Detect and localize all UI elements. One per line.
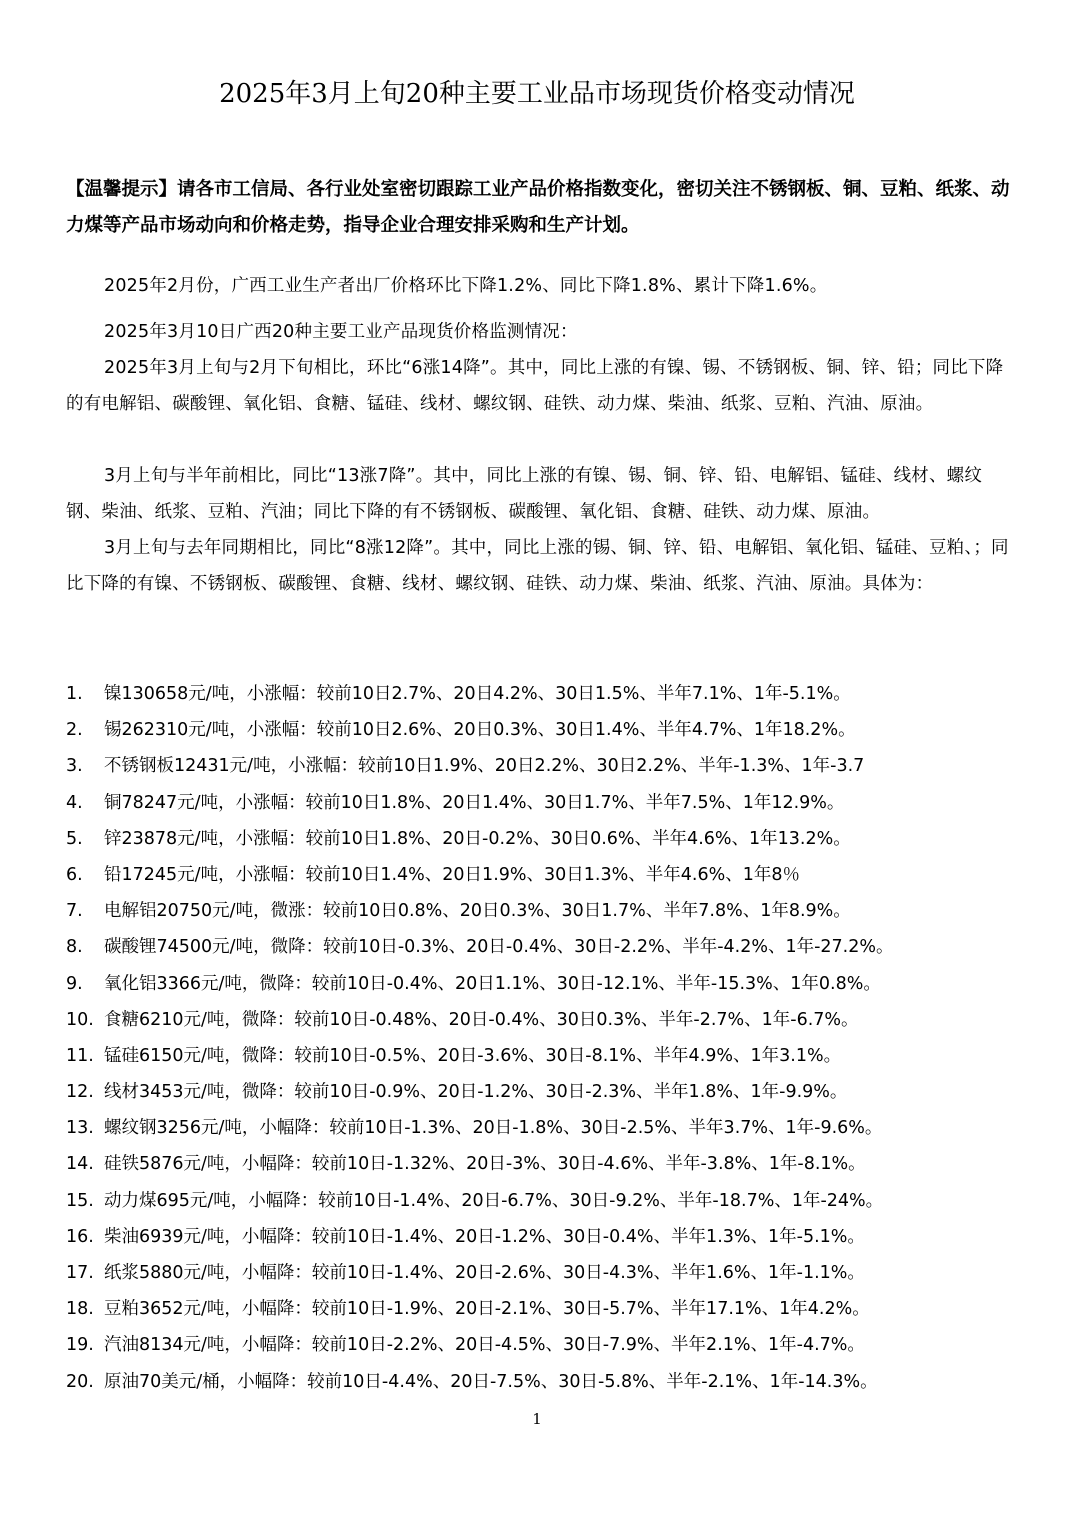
list-item (66, 821, 1026, 857)
list-item-number: 20. (66, 1371, 94, 1392)
list-item-text: 锰硅6150元/吨，微降：较前10日-0.5%、20日-3.6%、30日-8.1%、半年4.9%、1年3.1%。 (104, 1045, 842, 1066)
list-item-text: 碳酸锂74500元/吨，微降：较前10日-0.3%、20日-0.4%、30日-2.2%、半年-4.2%、1年-27.2%。 (104, 937, 894, 958)
list-item (66, 1327, 1026, 1363)
list-item (66, 1219, 1026, 1255)
list-item-text: 动力煤695元/吨，小幅降：较前10日-1.4%、20日-6.7%、30日-9.2%、半年-18.7%、1年-24%。 (104, 1190, 884, 1211)
page-number: 1 (532, 1410, 542, 1428)
body-paragraph: 3月上旬与半年前相比，同比“13涨7降”。其中，同比上涨的有镍、锡、铜、锌、铅、电解铝、锰硅、线材、螺纹钢、柴油、纸浆、豆粕、汽油；同比下降的有不锈钢板、碳酸锂、氧化铝、食糖、硅铁、动力煤、原油。 (66, 466, 983, 522)
list-item-number: 2. (66, 720, 83, 741)
list-item-number: 9. (66, 973, 83, 994)
body-paragraph: 2025年3月10日广西20种主要工业产品现货价格监测情况： (104, 322, 578, 342)
list-item-number: 14. (66, 1154, 94, 1175)
list-item (66, 1038, 1026, 1074)
list-item-text: 锌23878元/吨，小涨幅：较前10日1.8%、20日-0.2%、30日0.6%、半年4.6%、1年13.2%。 (104, 828, 851, 849)
list-item-number: 15. (66, 1190, 94, 1211)
body-paragraph: 3月上旬与去年同期相比，同比“8涨12降”。其中，同比上涨的锡、铜、锌、铅、电解铝、氧化铝、锰硅、豆粕、；同比下降的有镍、不锈钢板、碳酸锂、食糖、线材、螺纹钢、硅铁、动力煤、柴油、纸浆、汽油、原油。具体为： (66, 538, 1009, 594)
list-item-number: 10. (66, 1009, 94, 1030)
list-item-number: 6. (66, 864, 83, 885)
list-item-text: 铜78247元/吨，小涨幅：较前10日1.8%、20日1.4%、30日1.7%、半年7.5%、1年12.9%。 (104, 792, 845, 813)
list-item (66, 1183, 1026, 1219)
list-item-number: 11. (66, 1045, 94, 1066)
list-item (66, 857, 1026, 893)
list-item (66, 748, 1026, 784)
list-item-number: 4. (66, 792, 83, 813)
list-item (66, 1074, 1026, 1110)
list-item-text: 纸浆5880元/吨，小幅降：较前10日-1.4%、20日-2.6%、30日-4.3%、半年1.6%、1年-1.1%。 (104, 1263, 865, 1283)
list-item-number: 17. (66, 1263, 94, 1283)
list-item-text: 不锈钢板12431元/吨，小涨幅：较前10日1.9%、20日2.2%、30日2.2%、半年-1.3%、1年-3.7 (104, 756, 865, 777)
list-item (66, 676, 1026, 712)
list-item (66, 1364, 1026, 1400)
list-item-text: 镍130658元/吨，小涨幅：较前10日2.7%、20日4.2%、30日1.5%、半年7.1%、1年-5.1%。 (104, 684, 851, 704)
price-list (66, 676, 1026, 1400)
list-item-number: 8. (66, 937, 83, 958)
body-paragraph: 2025年3月上旬与2月下旬相比，环比“6涨14降”。其中，同比上涨的有镍、锡、不锈钢板、铜、锌、铅；同比下降的有电解铝、碳酸锂、氧化铝、食糖、锰硅、线材、螺纹钢、硅铁、动力煤、柴油、纸浆、豆粕、汽油、原油。 (66, 358, 1004, 414)
list-item (66, 1002, 1026, 1038)
list-item (66, 929, 1026, 965)
list-item (66, 893, 1026, 929)
list-item-number: 19. (66, 1335, 94, 1356)
list-item-number: 1. (66, 684, 83, 704)
list-item-number: 12. (66, 1082, 94, 1103)
list-item-number: 5. (66, 828, 83, 849)
list-item (66, 1255, 1026, 1291)
list-item (66, 966, 1026, 1002)
page-title: 2025年3月上旬20种主要工业品市场现货价格变动情况 (219, 79, 855, 109)
list-item-number: 3. (66, 756, 83, 777)
list-item (66, 1110, 1026, 1146)
list-item-text: 原油70美元/桶，小幅降：较前10日-4.4%、20日-7.5%、30日-5.8%、半年-2.1%、1年-14.3%。 (104, 1371, 878, 1392)
body-paragraph: 2025年2月份，广西工业生产者出厂价格环比下降1.2%、同比下降1.8%、累计下降1.6%。 (104, 276, 828, 296)
list-item (66, 712, 1026, 748)
list-item (66, 1146, 1026, 1182)
list-item (66, 785, 1026, 821)
list-item-text: 柴油6939元/吨，小幅降：较前10日-1.4%、20日-1.2%、30日-0.4%、半年1.3%、1年-5.1%。 (104, 1226, 865, 1247)
list-item-number: 7. (66, 901, 83, 922)
list-item-number: 18. (66, 1299, 94, 1320)
list-item-number: 16. (66, 1226, 94, 1247)
list-item-text: 铅17245元/吨，小涨幅：较前10日1.4%、20日1.9%、30日1.3%、半年4.6%、1年8％ (104, 864, 800, 885)
list-item-text: 氧化铝3366元/吨，微降：较前10日-0.4%、20日1.1%、30日-12.1%、半年-15.3%、1年0.8%。 (104, 973, 881, 994)
list-item-text: 电解铝20750元/吨，微涨：较前10日0.8%、20日0.3%、30日1.7%、半年7.8%、1年8.9%。 (104, 901, 851, 922)
list-item-text: 螺纹钢3256元/吨，小幅降：较前10日-1.3%、20日-1.8%、30日-2.5%、半年3.7%、1年-9.6%。 (104, 1118, 883, 1139)
list-item-number: 13. (66, 1118, 94, 1139)
notice-paragraph: 【温馨提示】请各市工信局、各行业处室密切跟踪工业产品价格指数变化，密切关注不锈钢板、铜、豆粕、纸浆、动力煤等产品市场动向和价格走势，指导企业合理安排采购和生产计划。 (66, 179, 1010, 236)
list-item-text: 线材3453元/吨，微降：较前10日-0.9%、20日-1.2%、30日-2.3%、半年1.8%、1年-9.9%。 (104, 1082, 848, 1103)
list-item-text: 锡262310元/吨，小涨幅：较前10日2.6%、20日0.3%、30日1.4%、半年4.7%、1年18.2%。 (104, 720, 856, 741)
list-item-text: 豆粕3652元/吨，小幅降：较前10日-1.9%、20日-2.1%、30日-5.7%、半年17.1%、1年4.2%。 (104, 1299, 870, 1320)
list-item-text: 汽油8134元/吨，小幅降：较前10日-2.2%、20日-4.5%、30日-7.9%、半年2.1%、1年-4.7%。 (104, 1335, 865, 1356)
list-item-text: 食糖6210元/吨，微降：较前10日-0.48%、20日-0.4%、30日0.3%、半年-2.7%、1年-6.7%。 (104, 1009, 859, 1030)
list-item-text: 硅铁5876元/吨，小幅降：较前10日-1.32%、20日-3%、30日-4.6%、半年-3.8%、1年-8.1%。 (104, 1154, 866, 1175)
list-item (66, 1291, 1026, 1327)
